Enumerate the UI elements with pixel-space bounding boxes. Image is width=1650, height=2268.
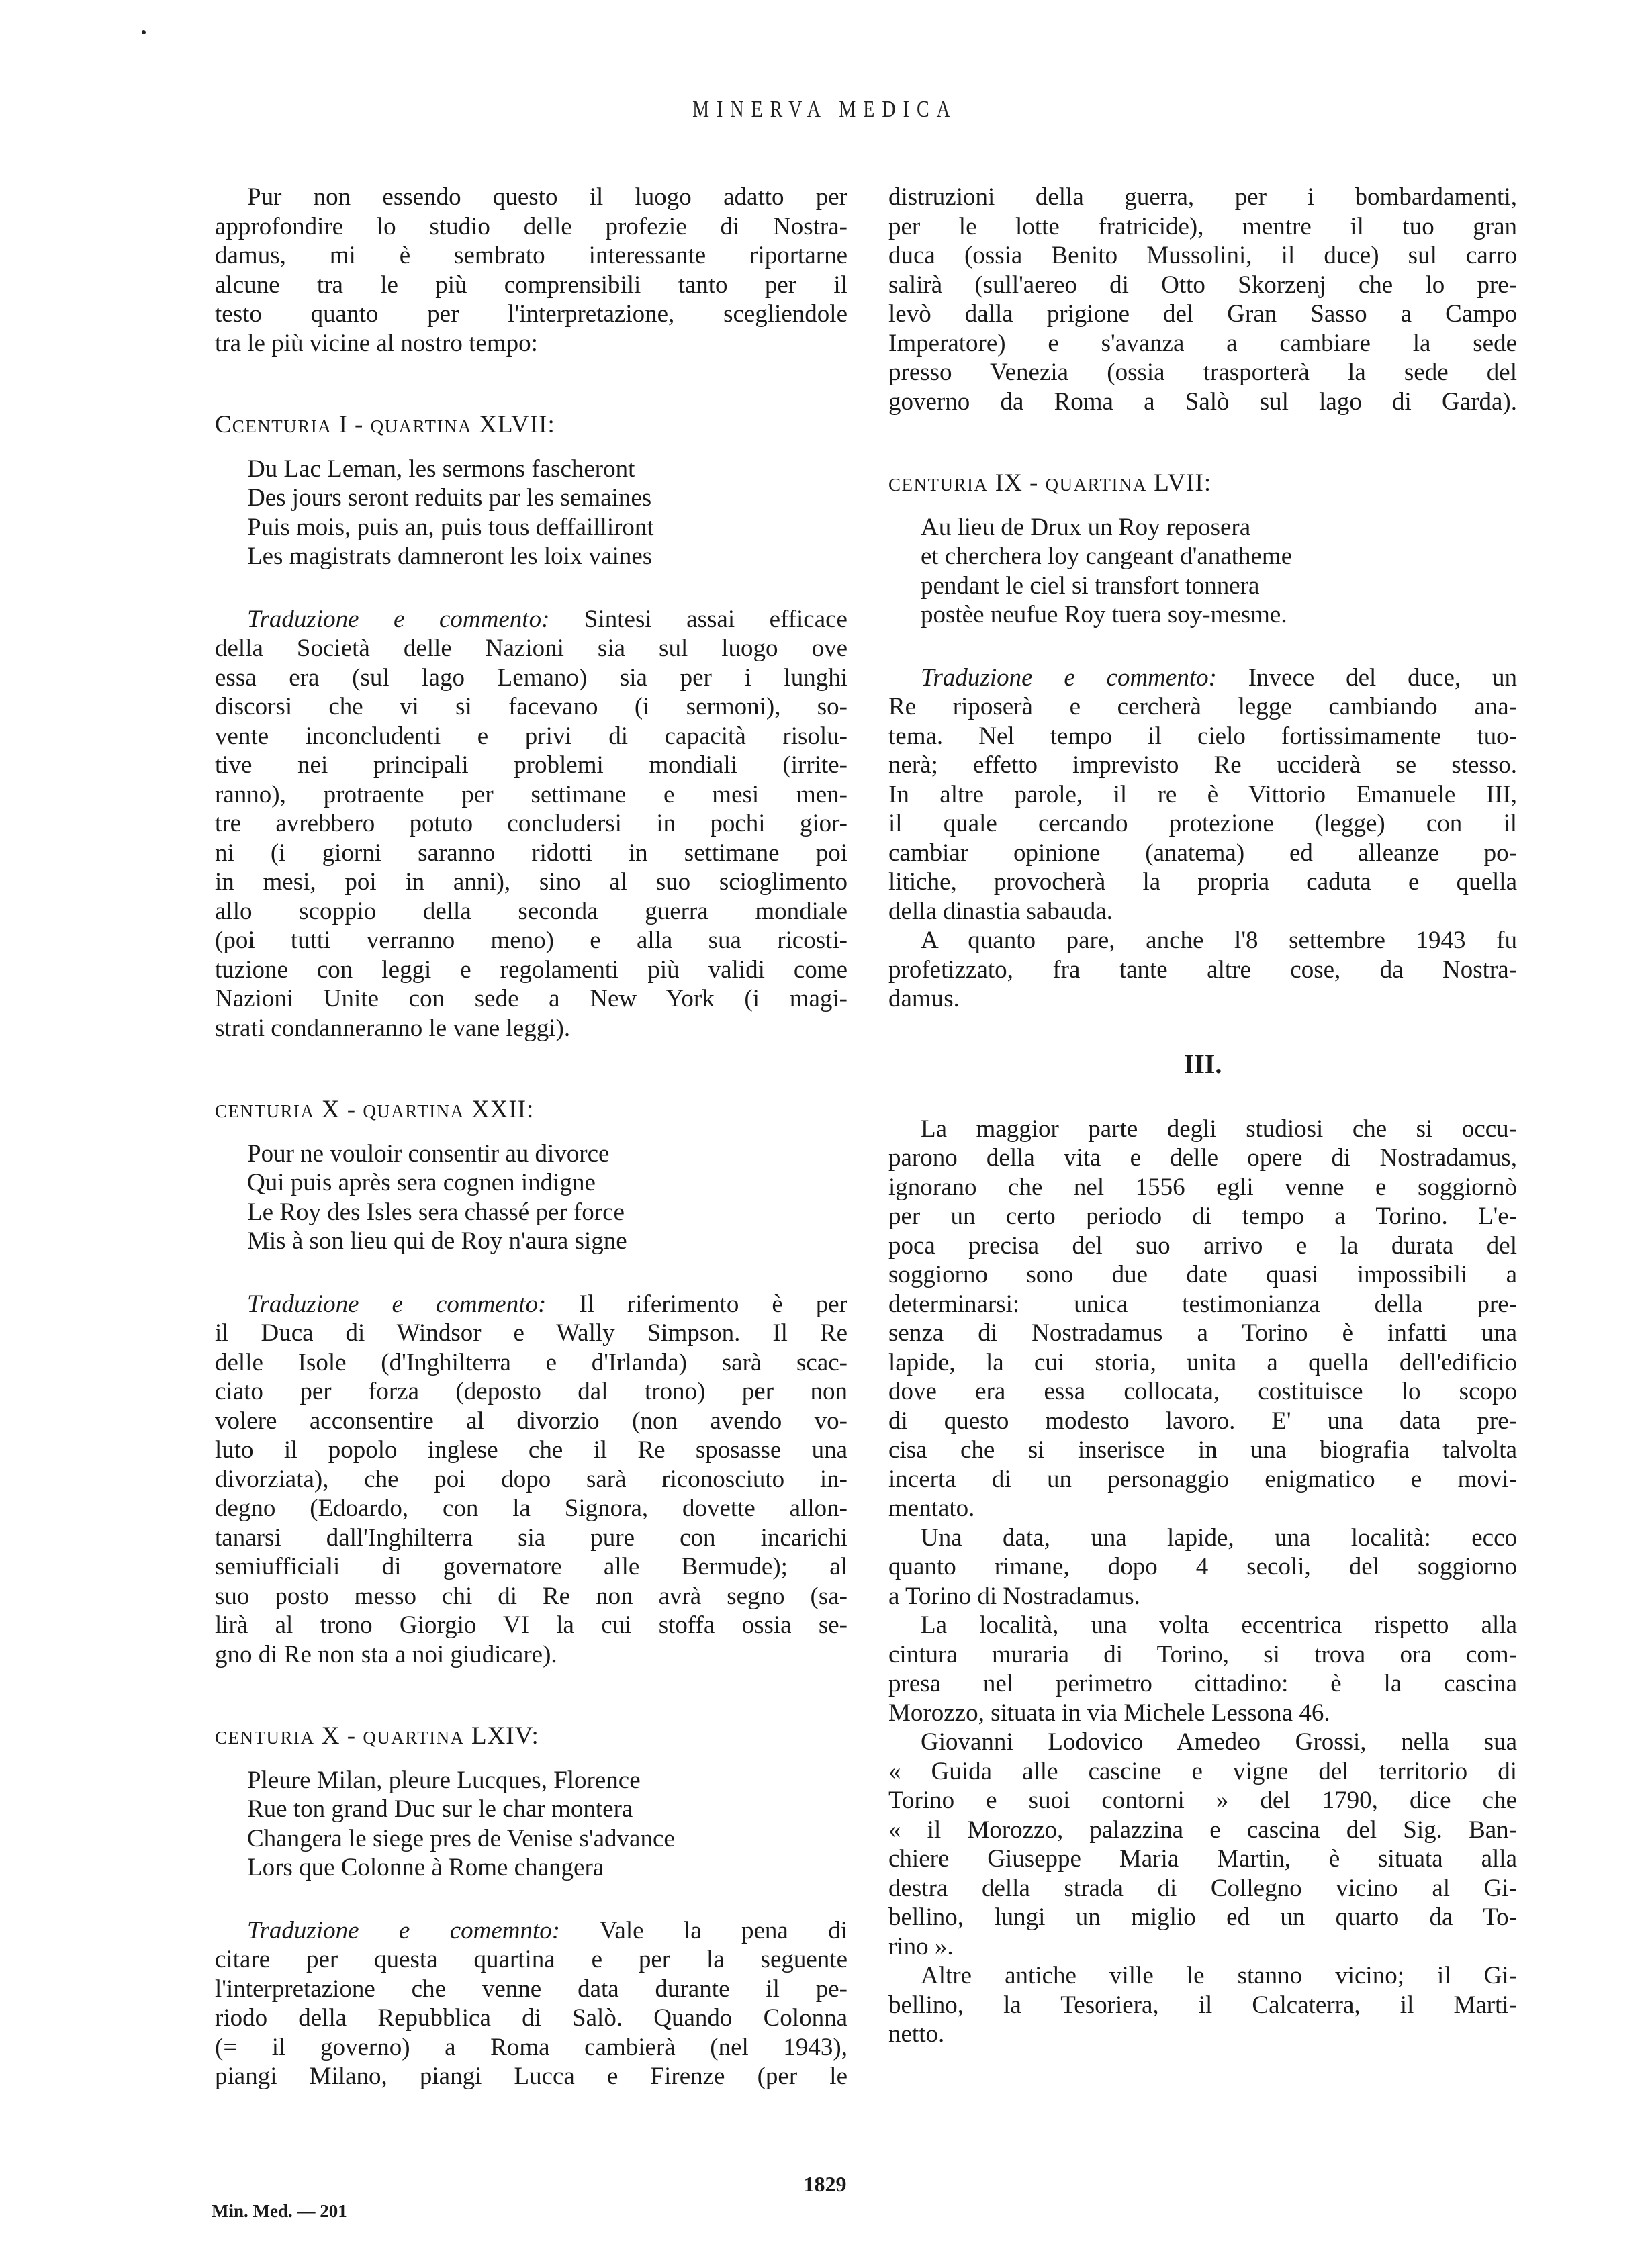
text-line: poca precisa del suo arrivo e la durata del [888, 1231, 1517, 1260]
verse-line: Des jours seront reduits par les semaines [247, 484, 652, 512]
verse-line: Les magistrats damneront les loix vaines [247, 542, 653, 570]
verse-line: Changera le siege pres de Venise s'advance [247, 1824, 675, 1852]
text-line: levò dalla prigione del Gran Sasso a Campo [888, 300, 1517, 328]
quartina-label: QUARTINA [370, 416, 472, 436]
text-line: damus. [888, 985, 960, 1012]
text-line: (= il governo) a Roma cambierà (nel 1943), [215, 2033, 847, 2061]
text-line: gno di Re non sta a noi giudicare). [215, 1640, 557, 1668]
text-line: bellino, la Tesoriera, il Calcaterra, il Marti- [888, 1991, 1517, 2019]
centuria-label: CENTURIA [888, 475, 989, 495]
text-line: La maggior parte degli studiosi che si occu- [921, 1115, 1517, 1143]
text-line: profetizzato, fra tante altre cose, da Nostra- [888, 955, 1517, 984]
quartina-number: XLVII: [479, 411, 555, 438]
centuria-number: X [321, 1722, 340, 1750]
text-line: alcune tra le più comprensibili tanto per il [215, 271, 847, 299]
right-column [888, 183, 1517, 2049]
text-line: allo scoppio della seconda guerra mondiale [215, 897, 847, 925]
text-line: delle Isole (d'Inghilterra e d'Irlanda) sarà scac- [215, 1348, 847, 1376]
text-line: parono della vita e delle opere di Nostradamus, [888, 1144, 1517, 1172]
verse-line: Mis à son lieu qui de Roy n'aura signe [247, 1227, 627, 1255]
text-line: approfondire lo studio delle profezie di Nostra- [215, 212, 847, 240]
verse-line: Le Roy des Isles sera chassé per force [247, 1198, 625, 1226]
text-line: lapide, la cui storia, unita a quella dell'edificio [888, 1348, 1517, 1376]
commentary-paragraph [215, 1290, 847, 1670]
text-line: di questo modesto lavoro. E' una data pre- [888, 1407, 1517, 1435]
text-line: citare per questa quartina e per la seguente [215, 1946, 847, 1973]
text-line: discorsi che vi si facevano (i sermoni), so- [215, 693, 847, 720]
verse-block [215, 1766, 847, 1883]
quartina-number: LXIV: [471, 1722, 539, 1750]
text-line: Torino e suoi contorni » del 1790, dice che [888, 1787, 1517, 1814]
paragraph [888, 1115, 1517, 1523]
commentary-label: Traduzione e commento: [921, 663, 1217, 692]
text-line: (poi tutti verranno meno) e alla sua ricosti- [215, 927, 847, 954]
quartina-number: XXII: [471, 1096, 535, 1123]
text-line: presso Venezia (ossia trasporterà la sede del [888, 359, 1517, 386]
centuria-number: X [321, 1096, 340, 1123]
quartina-label: QUARTINA [363, 1101, 465, 1121]
text-line: dove era essa collocata, costituisce lo scopo [888, 1378, 1517, 1405]
text-line: divorziata), che poi dopo sarà riconosciuto in- [215, 1465, 847, 1493]
text-line: distruzioni della guerra, per i bombardamenti, [888, 183, 1517, 211]
quartina-number: LVII: [1154, 469, 1212, 497]
journal-reference: Min. Med. — 201 [212, 2201, 347, 2221]
commentary-label: Traduzione e comemnto: [247, 1916, 561, 1944]
text-line: quanto rimane, dopo 4 secoli, del soggiorno [888, 1553, 1517, 1580]
centuria-label: CENTURIA [215, 1101, 315, 1121]
text-line: per le lotte fratricide), mentre il tuo gran [888, 212, 1517, 240]
text-line: Altre antiche ville le stanno vicino; il Gi- [921, 1962, 1517, 1989]
text-line: Pur non essendo questo il luogo adatto per [247, 183, 847, 211]
text-line: lirà al trono Giorgio VI la cui stoffa ossia se- [215, 1611, 847, 1639]
text-line: l'interpretazione che venne data durante il pe- [215, 1975, 847, 2003]
text-line: bellino, lungi un miglio ed un quarto da To- [888, 1903, 1517, 1931]
text-line: Traduzione e commento: Il riferimento è per [247, 1290, 847, 1318]
text-line: Traduzione e comemnto: Vale la pena di [247, 1916, 847, 1944]
verse-line: pendant le ciel si transfort tonnera [921, 571, 1260, 600]
text-line: cambiar opinione (anatema) ed alleanze po- [888, 839, 1517, 867]
text-line: chiere Giuseppe Maria Martin, è situata alla [888, 1845, 1517, 1873]
text-line: presa nel perimetro cittadino: è la cascina [888, 1670, 1517, 1697]
verse-block [215, 1139, 847, 1256]
text-line: Una data, una lapide, una località: ecco [921, 1523, 1517, 1552]
text-line: cisa che si inserisce in una biografia talvolta [888, 1436, 1517, 1464]
text-line: il quale cercando protezione (legge) con il [888, 810, 1517, 837]
verse-line: Au lieu de Drux un Roy reposera [921, 513, 1251, 541]
text-line: determinarsi: unica testimonianza della pre- [888, 1290, 1517, 1318]
text-line: tra le più vicine al nostro tempo: [215, 329, 538, 357]
centuria-label: CENTURIA [215, 1728, 315, 1748]
verse-block [215, 455, 847, 571]
text-line: tema. Nel tempo il cielo fortissimamente tuo- [888, 722, 1517, 750]
quartina-label: QUARTINA [363, 1728, 465, 1748]
verse-line: Qui puis après sera cognen indigne [247, 1169, 596, 1196]
left-column [215, 183, 847, 2091]
quartina-label: QUARTINA [1045, 475, 1147, 495]
text-line: tanarsi dall'Inghilterra sia pure con incarichi [215, 1523, 847, 1552]
text-line: piangi Milano, piangi Lucca e Firenze (per le [215, 2063, 847, 2090]
text-line: incerta di un personaggio enigmatico e movi- [888, 1465, 1517, 1493]
text-line: vente inconcludenti e privi di capacità risolu- [215, 722, 847, 750]
text-line: damus, mi è sembrato interessante riportarne [215, 242, 847, 269]
centuria-number: I [338, 411, 348, 438]
text-line: cintura muraria di Torino, si trova ora com- [888, 1640, 1517, 1668]
intro-paragraph [215, 183, 847, 358]
text-line: salirà (sull'aereo di Otto Skorzenj che lo pre- [888, 271, 1517, 299]
text-line: tive nei principali problemi mondiali (irrite- [215, 751, 847, 779]
text-line: destra della strada di Collegno vicino al Gi- [888, 1874, 1517, 1902]
text-line: a Torino di Nostradamus. [888, 1582, 1140, 1610]
verse-line: Du Lac Leman, les sermons fascheront [247, 455, 635, 483]
commentary-paragraph [215, 605, 847, 1043]
verse-line: Pleure Milan, pleure Lucques, Florence [247, 1766, 641, 1794]
verse-line: postèe neufue Roy tuera soy-mesme. [921, 601, 1287, 628]
text-line: riodo della Repubblica di Salò. Quando Colonna [215, 2004, 847, 2032]
quatrain-heading: CCENTURIA I - QUARTINA XLVII: [215, 411, 555, 438]
text-line: « Guida alle cascine e vigne del territorio di [888, 1757, 1517, 1785]
text-line: della Società delle Nazioni sia sul luogo ove [215, 634, 847, 662]
text-line: Imperatore) e s'avanza a cambiare la sede [888, 329, 1517, 357]
text-line: La località, una volta eccentrica rispetto alla [921, 1611, 1517, 1639]
verse-line: Pour ne vouloir consentir au divorce [247, 1139, 610, 1168]
text-line: degno (Edoardo, con la Signora, dovette allon- [215, 1495, 847, 1522]
text-line: Traduzione e commento: Invece del duce, un [921, 663, 1517, 692]
text-line: Morozzo, situata in via Michele Lessona 46. [888, 1699, 1330, 1727]
text-line: ni (i giorni saranno ridotti in settimane poi [215, 839, 847, 867]
text-line: In altre parole, il re è Vittorio Emanuele III, [888, 780, 1517, 808]
text-line: strati condanneranno le vane leggi). [215, 1014, 571, 1042]
quatrain-heading: CENTURIA IX - QUARTINA LVII: [888, 469, 1212, 497]
text-line: della dinastia sabauda. [888, 897, 1113, 925]
text-line: tre avrebbero potuto concludersi in pochi gior- [215, 810, 847, 837]
text-line: netto. [888, 2020, 945, 2048]
text-line: ciato per forza (deposto dal trono) per non [215, 1378, 847, 1405]
text-line: tuzione con leggi e regolamenti più validi come [215, 955, 847, 984]
section-number: III. [1183, 1048, 1222, 1079]
continuation-paragraph [888, 183, 1517, 416]
commentary-label: Traduzione e commento: [247, 605, 550, 633]
text-line: mentato. [888, 1495, 975, 1522]
commentary-paragraph [215, 1916, 847, 2091]
text-line: per un certo periodo di tempo a Torino. L'e- [888, 1202, 1517, 1230]
text-line: Traduzione e commento: Sintesi assai efficace [247, 605, 847, 633]
verse-line: Rue ton grand Duc sur le char montera [247, 1795, 633, 1823]
text-line: luto il popolo inglese che il Re sposasse una [215, 1436, 847, 1464]
quatrain-heading: CENTURIA X - QUARTINA LXIV: [215, 1722, 539, 1750]
centuria-label: CENTURIA [232, 416, 332, 436]
text-line: semiufficiali di governatore alle Bermude); al [215, 1553, 847, 1580]
centuria-number: IX [995, 469, 1023, 497]
text-line: Giovanni Lodovico Amedeo Grossi, nella sua [921, 1728, 1517, 1756]
text-line: Re riposerà e cercherà legge cambiando ana- [888, 693, 1517, 720]
text-line: ranno), protraente per settimane e mesi men- [215, 780, 847, 808]
text-line: nerà; effetto imprevisto Re ucciderà se stesso. [888, 751, 1517, 779]
verse-line: Puis mois, puis an, puis tous deffailliront [247, 513, 654, 541]
text-line: in mesi, poi in anni), sino al suo scioglimento [215, 868, 847, 896]
text-line: A quanto pare, anche l'8 settembre 1943 fu [921, 927, 1517, 954]
text-line: suo posto messo chi di Re non avrà segno (sa- [215, 1582, 847, 1610]
text-line: testo quanto per l'interpretazione, scegliendole [215, 300, 847, 328]
text-line: volere acconsentire al divorzio (non avendo vo- [215, 1407, 847, 1435]
paragraph [888, 1728, 1517, 1961]
text-line: essa era (sul lago Lemano) sia per i lunghi [215, 663, 847, 692]
text-line: soggiorno sono due date quasi impossibili a [888, 1261, 1517, 1288]
verse-line: Lors que Colonne à Rome changera [247, 1854, 604, 1881]
text-line: Nazioni Unite con sede a New York (i magi- [215, 985, 847, 1012]
text-line: senza di Nostradamus a Torino è infatti una [888, 1319, 1517, 1347]
quatrain-heading: CENTURIA X - QUARTINA XXII: [215, 1096, 535, 1123]
paragraph [888, 1961, 1517, 2049]
paragraph [888, 1611, 1517, 1728]
text-line: rino ». [888, 1932, 954, 1960]
text-line: ignorano che nel 1556 egli venne e soggiornò [888, 1173, 1517, 1201]
commentary-paragraph [888, 663, 1517, 927]
text-line: governo da Roma a Salò sul lago di Garda). [888, 387, 1517, 416]
text-line: litiche, provocherà la propria caduta e quella [888, 868, 1517, 896]
verse-block [888, 513, 1517, 630]
text-line: duca (ossia Benito Mussolini, il duce) sul carro [888, 242, 1517, 269]
scan-speck [142, 30, 146, 34]
running-head: MINERVA MEDICA [692, 97, 958, 123]
paragraph [888, 1523, 1517, 1611]
verse-line: et cherchera loy cangeant d'anatheme [921, 542, 1293, 570]
paragraph [888, 926, 1517, 1014]
page-number: 1829 [803, 2172, 847, 2196]
text-line: « il Morozzo, palazzina e cascina del Sig. Ban- [888, 1815, 1517, 1844]
text-line: il Duca di Windsor e Wally Simpson. Il Re [215, 1319, 847, 1347]
commentary-label: Traduzione e commento: [247, 1290, 547, 1318]
